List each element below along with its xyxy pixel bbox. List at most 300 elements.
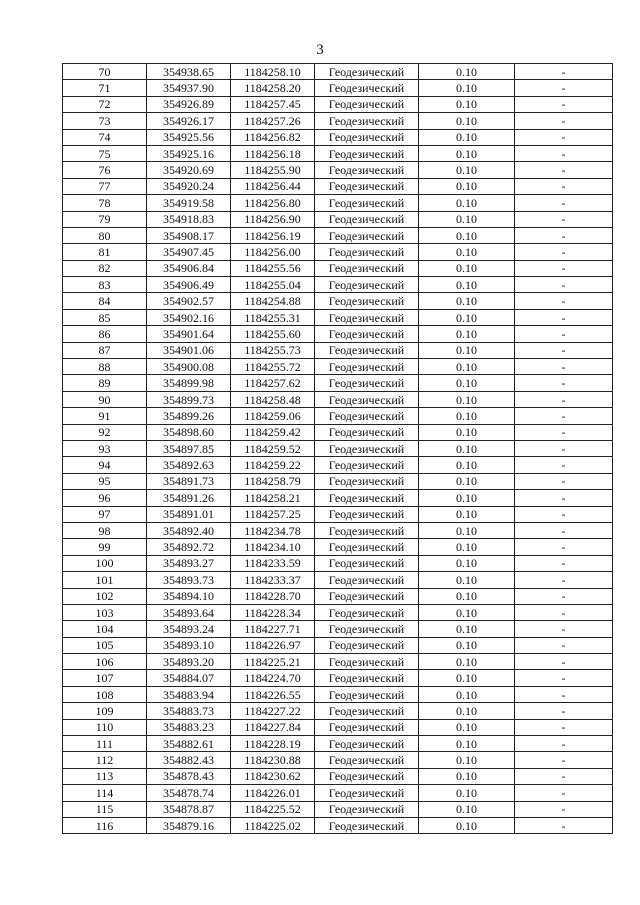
- y-coordinate-cell: 1184233.59: [231, 555, 315, 571]
- method-cell: Геодезический: [315, 506, 419, 522]
- point-number-cell: 116: [63, 817, 147, 833]
- point-number-cell: 82: [63, 260, 147, 276]
- x-coordinate-cell: 354918.83: [147, 211, 231, 227]
- accuracy-cell: 0.10: [419, 64, 515, 80]
- table-row: [63, 555, 613, 571]
- table-row: [63, 736, 613, 752]
- y-coordinate-cell: 1184224.70: [231, 670, 315, 686]
- table-row: [63, 162, 613, 178]
- x-coordinate-cell: 354901.06: [147, 342, 231, 358]
- y-coordinate-cell: 1184258.21: [231, 490, 315, 506]
- y-coordinate-cell: 1184259.42: [231, 424, 315, 440]
- y-coordinate-cell: 1184255.56: [231, 260, 315, 276]
- note-cell: -: [515, 408, 613, 424]
- x-coordinate-cell: 354906.84: [147, 260, 231, 276]
- note-cell: -: [515, 522, 613, 538]
- method-cell: Геодезический: [315, 522, 419, 538]
- note-cell: -: [515, 244, 613, 260]
- x-coordinate-cell: 354894.10: [147, 588, 231, 604]
- x-coordinate-cell: 354892.40: [147, 522, 231, 538]
- table-row: [63, 604, 613, 620]
- method-cell: Геодезический: [315, 752, 419, 768]
- point-number-cell: 91: [63, 408, 147, 424]
- x-coordinate-cell: 354892.63: [147, 457, 231, 473]
- note-cell: -: [515, 359, 613, 375]
- note-cell: -: [515, 227, 613, 243]
- method-cell: Геодезический: [315, 424, 419, 440]
- point-number-cell: 87: [63, 342, 147, 358]
- table-row: [63, 457, 613, 473]
- x-coordinate-cell: 354925.16: [147, 145, 231, 161]
- table-row: [63, 145, 613, 161]
- table-row: [63, 326, 613, 342]
- accuracy-cell: 0.10: [419, 539, 515, 555]
- point-number-cell: 108: [63, 686, 147, 702]
- note-cell: -: [515, 588, 613, 604]
- note-cell: -: [515, 801, 613, 817]
- point-number-cell: 114: [63, 785, 147, 801]
- point-number-cell: 93: [63, 440, 147, 456]
- point-number-cell: 98: [63, 522, 147, 538]
- table-row: [63, 817, 613, 833]
- accuracy-cell: 0.10: [419, 227, 515, 243]
- y-coordinate-cell: 1184257.45: [231, 96, 315, 112]
- page-number: 3: [316, 42, 324, 58]
- point-number-cell: 92: [63, 424, 147, 440]
- y-coordinate-cell: 1184234.78: [231, 522, 315, 538]
- method-cell: Геодезический: [315, 719, 419, 735]
- point-number-cell: 95: [63, 473, 147, 489]
- accuracy-cell: 0.10: [419, 621, 515, 637]
- y-coordinate-cell: 1184256.18: [231, 145, 315, 161]
- accuracy-cell: 0.10: [419, 719, 515, 735]
- accuracy-cell: 0.10: [419, 145, 515, 161]
- y-coordinate-cell: 1184230.62: [231, 768, 315, 784]
- accuracy-cell: 0.10: [419, 490, 515, 506]
- accuracy-cell: 0.10: [419, 129, 515, 145]
- x-coordinate-cell: 354891.73: [147, 473, 231, 489]
- table-row: [63, 424, 613, 440]
- x-coordinate-cell: 354899.73: [147, 391, 231, 407]
- point-number-cell: 77: [63, 178, 147, 194]
- method-cell: Геодезический: [315, 621, 419, 637]
- table-row: [63, 178, 613, 194]
- y-coordinate-cell: 1184259.06: [231, 408, 315, 424]
- point-number-cell: 88: [63, 359, 147, 375]
- method-cell: Геодезический: [315, 703, 419, 719]
- accuracy-cell: 0.10: [419, 604, 515, 620]
- method-cell: Геодезический: [315, 408, 419, 424]
- y-coordinate-cell: 1184227.84: [231, 719, 315, 735]
- y-coordinate-cell: 1184257.25: [231, 506, 315, 522]
- method-cell: Геодезический: [315, 588, 419, 604]
- point-number-cell: 79: [63, 211, 147, 227]
- y-coordinate-cell: 1184255.72: [231, 359, 315, 375]
- method-cell: Геодезический: [315, 342, 419, 358]
- method-cell: Геодезический: [315, 801, 419, 817]
- y-coordinate-cell: 1184255.31: [231, 309, 315, 325]
- x-coordinate-cell: 354899.98: [147, 375, 231, 391]
- point-number-cell: 80: [63, 227, 147, 243]
- table-row: [63, 719, 613, 735]
- table-row: [63, 801, 613, 817]
- method-cell: Геодезический: [315, 817, 419, 833]
- accuracy-cell: 0.10: [419, 293, 515, 309]
- y-coordinate-cell: 1184258.48: [231, 391, 315, 407]
- method-cell: Геодезический: [315, 375, 419, 391]
- table-row: [63, 490, 613, 506]
- method-cell: Геодезический: [315, 637, 419, 653]
- x-coordinate-cell: 354878.87: [147, 801, 231, 817]
- method-cell: Геодезический: [315, 96, 419, 112]
- note-cell: -: [515, 719, 613, 735]
- y-coordinate-cell: 1184226.55: [231, 686, 315, 702]
- note-cell: -: [515, 80, 613, 96]
- table-row: [63, 260, 613, 276]
- point-number-cell: 104: [63, 621, 147, 637]
- x-coordinate-cell: 354920.24: [147, 178, 231, 194]
- method-cell: Геодезический: [315, 440, 419, 456]
- accuracy-cell: 0.10: [419, 178, 515, 194]
- table-row: [63, 440, 613, 456]
- x-coordinate-cell: 354902.57: [147, 293, 231, 309]
- point-number-cell: 78: [63, 195, 147, 211]
- x-coordinate-cell: 354891.26: [147, 490, 231, 506]
- method-cell: Геодезический: [315, 162, 419, 178]
- note-cell: -: [515, 506, 613, 522]
- y-coordinate-cell: 1184228.34: [231, 604, 315, 620]
- table-row: [63, 473, 613, 489]
- accuracy-cell: 0.10: [419, 211, 515, 227]
- accuracy-cell: 0.10: [419, 588, 515, 604]
- y-coordinate-cell: 1184258.79: [231, 473, 315, 489]
- table-row: [63, 293, 613, 309]
- accuracy-cell: 0.10: [419, 506, 515, 522]
- method-cell: Геодезический: [315, 490, 419, 506]
- table-row: [63, 375, 613, 391]
- note-cell: -: [515, 211, 613, 227]
- accuracy-cell: 0.10: [419, 326, 515, 342]
- note-cell: -: [515, 375, 613, 391]
- method-cell: Геодезический: [315, 785, 419, 801]
- table-row: [63, 80, 613, 96]
- point-number-cell: 111: [63, 736, 147, 752]
- x-coordinate-cell: 354893.10: [147, 637, 231, 653]
- method-cell: Геодезический: [315, 604, 419, 620]
- note-cell: -: [515, 572, 613, 588]
- method-cell: Геодезический: [315, 195, 419, 211]
- table-row: [63, 768, 613, 784]
- x-coordinate-cell: 354893.27: [147, 555, 231, 571]
- note-cell: -: [515, 424, 613, 440]
- accuracy-cell: 0.10: [419, 424, 515, 440]
- x-coordinate-cell: 354893.64: [147, 604, 231, 620]
- x-coordinate-cell: 354899.26: [147, 408, 231, 424]
- y-coordinate-cell: 1184256.80: [231, 195, 315, 211]
- note-cell: -: [515, 113, 613, 129]
- note-cell: -: [515, 736, 613, 752]
- note-cell: -: [515, 96, 613, 112]
- x-coordinate-cell: 354882.43: [147, 752, 231, 768]
- note-cell: -: [515, 686, 613, 702]
- x-coordinate-cell: 354883.73: [147, 703, 231, 719]
- note-cell: -: [515, 178, 613, 194]
- point-number-cell: 107: [63, 670, 147, 686]
- point-number-cell: 115: [63, 801, 147, 817]
- note-cell: -: [515, 473, 613, 489]
- accuracy-cell: 0.10: [419, 195, 515, 211]
- table-row: [63, 539, 613, 555]
- note-cell: -: [515, 785, 613, 801]
- point-number-cell: 90: [63, 391, 147, 407]
- accuracy-cell: 0.10: [419, 80, 515, 96]
- point-number-cell: 113: [63, 768, 147, 784]
- accuracy-cell: 0.10: [419, 359, 515, 375]
- x-coordinate-cell: 354926.89: [147, 96, 231, 112]
- point-number-cell: 106: [63, 654, 147, 670]
- note-cell: -: [515, 768, 613, 784]
- x-coordinate-cell: 354897.85: [147, 440, 231, 456]
- method-cell: Геодезический: [315, 227, 419, 243]
- table-row: [63, 342, 613, 358]
- point-number-cell: 105: [63, 637, 147, 653]
- table-row: [63, 752, 613, 768]
- y-coordinate-cell: 1184257.26: [231, 113, 315, 129]
- y-coordinate-cell: 1184259.52: [231, 440, 315, 456]
- table-row: [63, 113, 613, 129]
- accuracy-cell: 0.10: [419, 703, 515, 719]
- table-row: [63, 522, 613, 538]
- x-coordinate-cell: 354926.17: [147, 113, 231, 129]
- method-cell: Геодезический: [315, 80, 419, 96]
- table-row: [63, 359, 613, 375]
- method-cell: Геодезический: [315, 277, 419, 293]
- x-coordinate-cell: 354901.64: [147, 326, 231, 342]
- accuracy-cell: 0.10: [419, 473, 515, 489]
- method-cell: Геодезический: [315, 686, 419, 702]
- accuracy-cell: 0.10: [419, 752, 515, 768]
- y-coordinate-cell: 1184256.82: [231, 129, 315, 145]
- table-row: [63, 637, 613, 653]
- table-row: [63, 391, 613, 407]
- y-coordinate-cell: 1184258.10: [231, 64, 315, 80]
- point-number-cell: 70: [63, 64, 147, 80]
- y-coordinate-cell: 1184228.19: [231, 736, 315, 752]
- x-coordinate-cell: 354893.24: [147, 621, 231, 637]
- accuracy-cell: 0.10: [419, 801, 515, 817]
- y-coordinate-cell: 1184255.73: [231, 342, 315, 358]
- accuracy-cell: 0.10: [419, 555, 515, 571]
- accuracy-cell: 0.10: [419, 277, 515, 293]
- x-coordinate-cell: 354925.56: [147, 129, 231, 145]
- accuracy-cell: 0.10: [419, 686, 515, 702]
- table-row: [63, 244, 613, 260]
- accuracy-cell: 0.10: [419, 440, 515, 456]
- y-coordinate-cell: 1184225.02: [231, 817, 315, 833]
- table-row: [63, 96, 613, 112]
- note-cell: -: [515, 621, 613, 637]
- accuracy-cell: 0.10: [419, 457, 515, 473]
- x-coordinate-cell: 354879.16: [147, 817, 231, 833]
- point-number-cell: 89: [63, 375, 147, 391]
- y-coordinate-cell: 1184228.70: [231, 588, 315, 604]
- point-number-cell: 75: [63, 145, 147, 161]
- table-row: [63, 588, 613, 604]
- method-cell: Геодезический: [315, 211, 419, 227]
- note-cell: -: [515, 703, 613, 719]
- y-coordinate-cell: 1184256.00: [231, 244, 315, 260]
- x-coordinate-cell: 354900.08: [147, 359, 231, 375]
- y-coordinate-cell: 1184256.90: [231, 211, 315, 227]
- note-cell: -: [515, 604, 613, 620]
- y-coordinate-cell: 1184256.44: [231, 178, 315, 194]
- note-cell: -: [515, 293, 613, 309]
- point-number-cell: 110: [63, 719, 147, 735]
- point-number-cell: 86: [63, 326, 147, 342]
- x-coordinate-cell: 354938.65: [147, 64, 231, 80]
- table-row: [63, 686, 613, 702]
- point-number-cell: 112: [63, 752, 147, 768]
- table-row: [63, 703, 613, 719]
- note-cell: -: [515, 391, 613, 407]
- table-row: [63, 785, 613, 801]
- accuracy-cell: 0.10: [419, 768, 515, 784]
- y-coordinate-cell: 1184234.10: [231, 539, 315, 555]
- x-coordinate-cell: 354893.20: [147, 654, 231, 670]
- point-number-cell: 84: [63, 293, 147, 309]
- table-row: [63, 670, 613, 686]
- point-number-cell: 74: [63, 129, 147, 145]
- point-number-cell: 85: [63, 309, 147, 325]
- accuracy-cell: 0.10: [419, 408, 515, 424]
- y-coordinate-cell: 1184255.60: [231, 326, 315, 342]
- accuracy-cell: 0.10: [419, 96, 515, 112]
- point-number-cell: 109: [63, 703, 147, 719]
- table-row: [63, 621, 613, 637]
- y-coordinate-cell: 1184226.97: [231, 637, 315, 653]
- accuracy-cell: 0.10: [419, 654, 515, 670]
- note-cell: -: [515, 64, 613, 80]
- y-coordinate-cell: 1184257.62: [231, 375, 315, 391]
- point-number-cell: 81: [63, 244, 147, 260]
- table-row: [63, 211, 613, 227]
- table-row: [63, 654, 613, 670]
- x-coordinate-cell: 354902.16: [147, 309, 231, 325]
- method-cell: Геодезический: [315, 293, 419, 309]
- method-cell: Геодезический: [315, 572, 419, 588]
- accuracy-cell: 0.10: [419, 572, 515, 588]
- x-coordinate-cell: 354937.90: [147, 80, 231, 96]
- note-cell: -: [515, 342, 613, 358]
- note-cell: -: [515, 309, 613, 325]
- y-coordinate-cell: 1184258.20: [231, 80, 315, 96]
- note-cell: -: [515, 637, 613, 653]
- method-cell: Геодезический: [315, 539, 419, 555]
- method-cell: Геодезический: [315, 64, 419, 80]
- y-coordinate-cell: 1184227.71: [231, 621, 315, 637]
- x-coordinate-cell: 354907.45: [147, 244, 231, 260]
- x-coordinate-cell: 354878.43: [147, 768, 231, 784]
- note-cell: -: [515, 490, 613, 506]
- table-row: [63, 309, 613, 325]
- note-cell: -: [515, 260, 613, 276]
- point-number-cell: 94: [63, 457, 147, 473]
- note-cell: -: [515, 752, 613, 768]
- accuracy-cell: 0.10: [419, 309, 515, 325]
- y-coordinate-cell: 1184255.90: [231, 162, 315, 178]
- point-number-cell: 101: [63, 572, 147, 588]
- point-number-cell: 100: [63, 555, 147, 571]
- note-cell: -: [515, 277, 613, 293]
- method-cell: Геодезический: [315, 359, 419, 375]
- accuracy-cell: 0.10: [419, 817, 515, 833]
- point-number-cell: 72: [63, 96, 147, 112]
- accuracy-cell: 0.10: [419, 260, 515, 276]
- note-cell: -: [515, 440, 613, 456]
- x-coordinate-cell: 354892.72: [147, 539, 231, 555]
- note-cell: -: [515, 555, 613, 571]
- point-number-cell: 99: [63, 539, 147, 555]
- note-cell: -: [515, 457, 613, 473]
- y-coordinate-cell: 1184233.37: [231, 572, 315, 588]
- x-coordinate-cell: 354919.58: [147, 195, 231, 211]
- y-coordinate-cell: 1184226.01: [231, 785, 315, 801]
- point-number-cell: 103: [63, 604, 147, 620]
- y-coordinate-cell: 1184256.19: [231, 227, 315, 243]
- table-row: [63, 572, 613, 588]
- note-cell: -: [515, 145, 613, 161]
- method-cell: Геодезический: [315, 309, 419, 325]
- x-coordinate-cell: 354898.60: [147, 424, 231, 440]
- table-row: [63, 64, 613, 80]
- x-coordinate-cell: 354882.61: [147, 736, 231, 752]
- method-cell: Геодезический: [315, 326, 419, 342]
- x-coordinate-cell: 354883.94: [147, 686, 231, 702]
- table-row: [63, 195, 613, 211]
- note-cell: -: [515, 129, 613, 145]
- method-cell: Геодезический: [315, 473, 419, 489]
- x-coordinate-cell: 354920.69: [147, 162, 231, 178]
- accuracy-cell: 0.10: [419, 785, 515, 801]
- y-coordinate-cell: 1184225.21: [231, 654, 315, 670]
- table-row: [63, 506, 613, 522]
- method-cell: Геодезический: [315, 391, 419, 407]
- point-number-cell: 83: [63, 277, 147, 293]
- table-row: [63, 277, 613, 293]
- point-number-cell: 102: [63, 588, 147, 604]
- y-coordinate-cell: 1184225.52: [231, 801, 315, 817]
- note-cell: -: [515, 539, 613, 555]
- method-cell: Геодезический: [315, 113, 419, 129]
- accuracy-cell: 0.10: [419, 162, 515, 178]
- accuracy-cell: 0.10: [419, 375, 515, 391]
- accuracy-cell: 0.10: [419, 244, 515, 260]
- y-coordinate-cell: 1184259.22: [231, 457, 315, 473]
- method-cell: Геодезический: [315, 244, 419, 260]
- method-cell: Геодезический: [315, 555, 419, 571]
- accuracy-cell: 0.10: [419, 522, 515, 538]
- note-cell: -: [515, 817, 613, 833]
- note-cell: -: [515, 654, 613, 670]
- accuracy-cell: 0.10: [419, 113, 515, 129]
- point-number-cell: 76: [63, 162, 147, 178]
- method-cell: Геодезический: [315, 145, 419, 161]
- x-coordinate-cell: 354891.01: [147, 506, 231, 522]
- accuracy-cell: 0.10: [419, 736, 515, 752]
- y-coordinate-cell: 1184230.88: [231, 752, 315, 768]
- method-cell: Геодезический: [315, 736, 419, 752]
- method-cell: Геодезический: [315, 178, 419, 194]
